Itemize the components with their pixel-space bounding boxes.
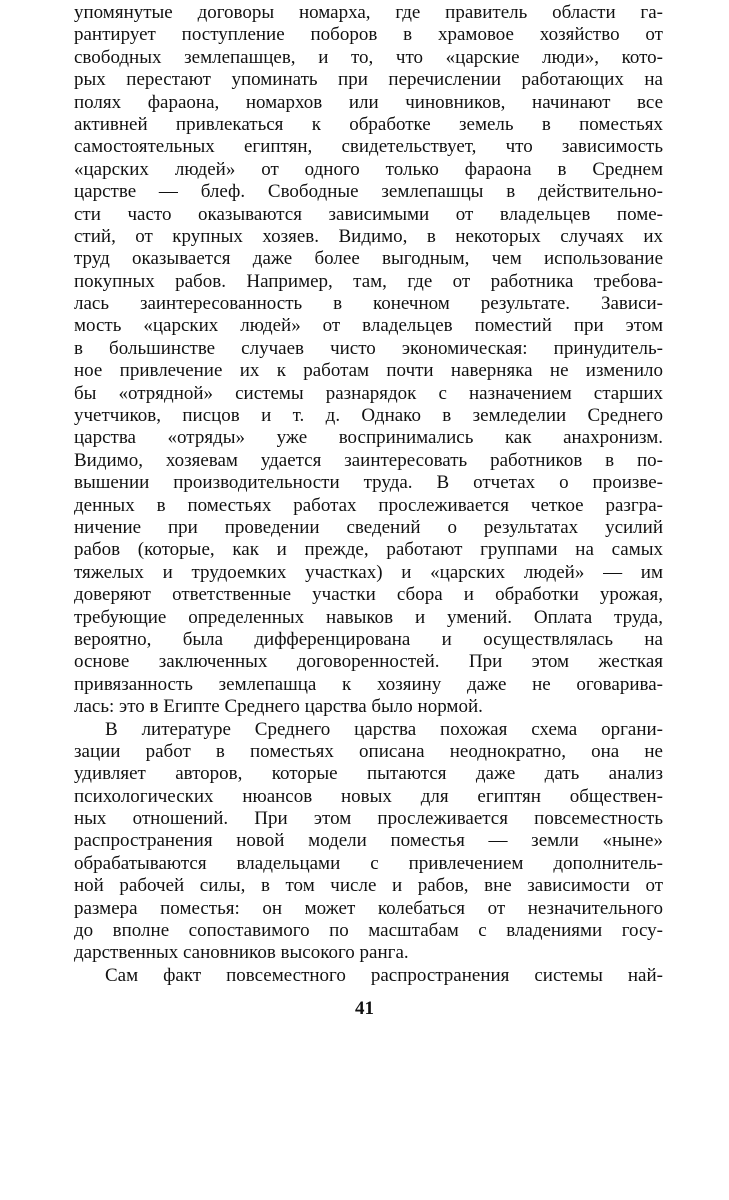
text-line: царстве — блеф. Свободные землепашцы в действительно- — [74, 181, 663, 203]
text-line: основе заключенных договоренностей. При этом жесткая — [74, 651, 663, 673]
text-line: стий, от крупных хозяев. Видимо, в некоторых случаях их — [74, 225, 663, 247]
text-line: лась: это в Египте Среднего царства было нормой. — [74, 696, 483, 718]
body-text — [74, 2, 663, 987]
text-line: сти часто оказываются зависимыми от владельцев поме- — [74, 203, 663, 225]
text-line: доверяют ответственные участки сбора и обработки урожая, — [74, 584, 663, 606]
text-line: требующие определенных навыков и умений. Оплата труда, — [74, 606, 663, 628]
text-line: покупных рабов. Например, там, где от работника требова- — [74, 270, 663, 292]
text-line: вышении производительности труда. В отчетах о произве- — [74, 472, 663, 494]
text-line: самостоятельных египтян, свидетельствует, что зависимость — [74, 136, 663, 158]
text-line: дарственных сановников высокого ранга. — [74, 942, 409, 964]
text-line: свободных землепашцев, и то, что «царские люди», кото- — [74, 46, 663, 68]
text-line: бы «отрядной» системы разнарядок с назначением старших — [74, 382, 663, 404]
text-line: Видимо, хозяевам удается заинтересовать работников в по- — [74, 449, 663, 471]
text-line: ной рабочей силы, в том числе и рабов, вне зависимости от — [74, 875, 663, 897]
text-line: Сам факт повсеместного распространения системы най- — [105, 964, 663, 986]
page-text-block — [74, 2, 663, 987]
text-line: царства «отряды» уже воспринимались как анахронизм. — [74, 427, 663, 449]
text-line: в большинстве случаев чисто экономическая: принудитель- — [74, 337, 663, 359]
text-line: психологических нюансов новых для египтян обществен- — [74, 785, 663, 807]
text-line: «царских людей» от одного только фараона в Среднем — [74, 158, 663, 180]
paragraph — [74, 719, 663, 965]
text-line: полях фараона, номархов или чиновников, начинают все — [74, 91, 663, 113]
text-line: удивляет авторов, которые пытаются даже дать анализ — [74, 763, 663, 785]
text-line: активней привлекаться к обработке земель в поместьях — [74, 113, 663, 135]
text-line: труд оказывается даже более выгодным, чем использование — [74, 248, 663, 270]
text-line: распространения новой модели поместья — земли «ныне» — [74, 830, 663, 852]
text-line: обрабатываются владельцами с привлечением дополнитель- — [74, 852, 663, 874]
text-line: рабов (которые, как и прежде, работают группами на самых — [74, 539, 663, 561]
paragraph — [74, 2, 663, 719]
text-line: лась заинтересованность в конечном результате. Зависи- — [74, 293, 663, 315]
text-line: денных в поместьях работах прослеживается четкое разгра- — [74, 494, 663, 516]
text-line: рых перестают упоминать при перечислении работающих на — [74, 69, 663, 91]
paragraph — [74, 965, 663, 987]
text-line: тяжелых и трудоемких участках) и «царских людей» — им — [74, 561, 663, 583]
text-line: ных отношений. При этом прослеживается повсеместность — [74, 808, 663, 830]
text-line: учетчиков, писцов и т. д. Однако в земледелии Среднего — [74, 405, 663, 427]
text-line: зации работ в поместьях описана неоднократно, она не — [74, 740, 663, 762]
text-line: привязанность землепашца к хозяину даже не оговарива- — [74, 673, 663, 695]
text-line: ное привлечение их к работам почти наверняка не изменило — [74, 360, 663, 382]
text-line: рантирует поступление поборов в храмовое хозяйство от — [74, 24, 663, 46]
text-line: вероятно, была дифференцирована и осуществлялась на — [74, 628, 663, 650]
text-line: до вполне сопоставимого по масштабам с владениями госу- — [74, 920, 663, 942]
text-line: упомянутые договоры номарха, где правитель области га- — [74, 2, 663, 23]
page-number: 41 — [355, 998, 374, 1019]
text-line: ничение при проведении сведений о результатах усилий — [74, 516, 663, 538]
text-line: размера поместья: он может колебаться от незначительного — [74, 897, 663, 919]
text-line: мость «царских людей» от владельцев поместий при этом — [74, 315, 663, 337]
text-line: В литературе Среднего царства похожая схема органи- — [105, 718, 663, 740]
